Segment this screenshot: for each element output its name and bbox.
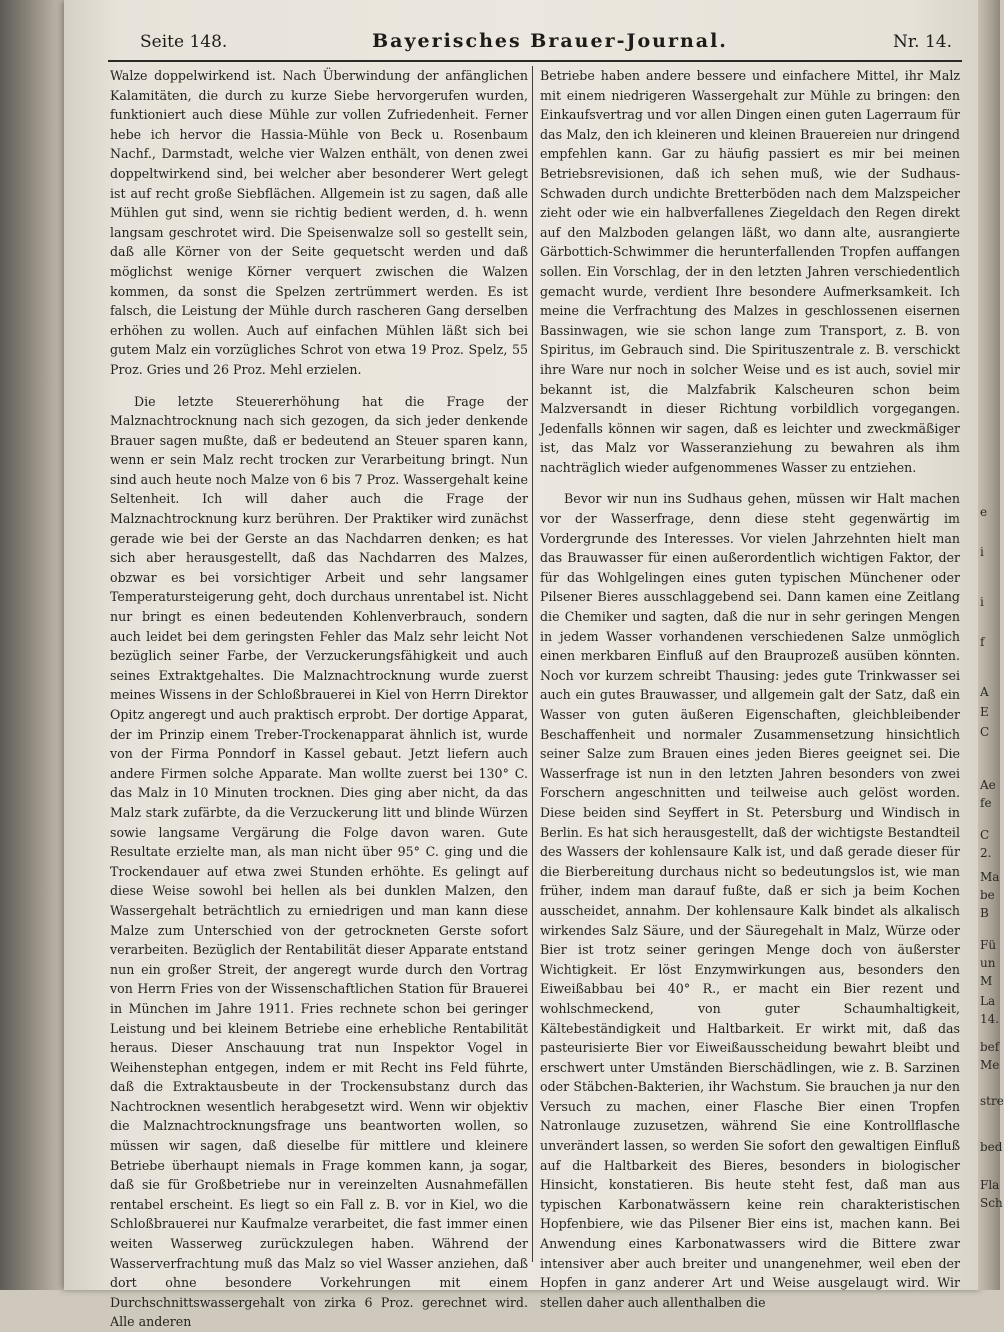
adjacent-fragment: Sch: [980, 1196, 1003, 1210]
adjacent-fragment: i: [980, 545, 984, 559]
page-header: [140, 32, 960, 58]
adjacent-fragment: C: [980, 828, 989, 842]
adjacent-fragment: i: [980, 595, 984, 609]
left-column: [110, 66, 528, 1332]
adjacent-fragment: B: [980, 906, 989, 920]
adjacent-fragment: Fü: [980, 938, 996, 952]
adjacent-fragment: stre: [980, 1094, 1004, 1108]
issue-number: Nr. 14.: [893, 32, 952, 52]
adjacent-fragment: be: [980, 888, 995, 902]
adjacent-fragment: fe: [980, 796, 992, 810]
adjacent-fragment: bef: [980, 1040, 999, 1054]
adjacent-fragment: Ae: [980, 778, 996, 792]
adjacent-fragment: Me: [980, 1058, 999, 1072]
paragraph: Walze doppelwirkend ist. Nach Überwindung der anfänglichen Kalamitäten, die durch zu kurze Siebe hervorgerufen wurden, funktioniert auch diese Mühle zur vollen Zufriedenheit. Ferner hebe ich hervor die Hassia-Mühle von Beck u. Rosenbaum Nachf., Darmstadt, welche vier Walzen enthält, von denen zwei doppeltwirkend sind, bei welcher aber besonderer Wert gelegt ist auf recht große Siebflächen. Allgemein ist zu sagen, daß alle Mühlen gut sind, wenn sie richtig bedient werden, d. h. wenn langsam geschrotet wird. Die Speisenwalze soll so gestellt sein, daß alle Körner von der Seite gequetscht werden und daß möglichst wenige Körner verquert zwischen die Walzen kommen, da sonst die Spelzen zertrümmert werden. Es ist falsch, die Leistung der Mühle durch rascheren Gang derselben erhöhen zu wollen. Auch auf einfachen Mühlen läßt sich bei gutem Malz ein vorzügliches Schrot von etwa 19 Proz. Spelz, 55 Proz. Gries und 26 Proz. Mehl erzielen.: [110, 66, 528, 380]
book-binding: [0, 0, 70, 1290]
adjacent-page-edge: [978, 0, 1000, 1290]
journal-title: Bayerisches Brauer-Journal.: [140, 30, 960, 52]
right-column: [540, 66, 960, 1312]
adjacent-fragment: 14.: [980, 1012, 999, 1026]
page-number: Seite 148.: [140, 32, 227, 52]
adjacent-fragment: f: [980, 635, 984, 649]
adjacent-fragment: La: [980, 994, 995, 1008]
adjacent-fragment: bed: [980, 1140, 1002, 1154]
adjacent-fragment: un: [980, 956, 995, 970]
column-divider: [532, 66, 533, 1262]
paragraph: Bevor wir nun ins Sudhaus gehen, müssen wir Halt machen vor der Wasserfrage, denn diese steht gegenwärtig im Vordergrunde des Interesses. Vor vielen Jahrzehnten hielt man das Brauwasser für einen außerordentlich wichtigen Faktor, der für das Wohlgelingen eines guten typischen Münchener oder Pilsener Bieres ausschlaggebend sei. Dann kamen eine Zeitlang die Chemiker und sagten, daß die nur in sehr geringen Mengen in jedem Wasser vorhandenen verschiedenen Salze unmöglich einen merkbaren Einfluß auf den Brauprozeß ausüben könnten. Noch vor kurzem schreibt Thausing: jedes gute Trinkwasser sei auch ein gutes Brauwasser, und allgemein galt der Satz, daß ein Wasser von guten äußeren Eigenschaften, gleichbleibender Beschaffenheit und normaler Zusammensetzung hinsichtlich seiner Salze zum Brauen eines jeden Bieres geeignet sei. Die Wasserfrage ist nun in den letzten Jahren besonders von zwei Forschern angeschnitten und teilweise auch gelöst worden. Diese beiden sind Seyffert in St. Petersburg und Windisch in Berlin. Es hat sich herausgestellt, daß der wichtigste Bestandteil des Wassers der kohlensaure Kalk ist, und daß gerade dieser für die Bierbereitung durchaus nicht so bedeutungslos ist, wie man früher, indem man darauf fußte, daß er sich ja beim Kochen ausscheidet, annahm. Der kohlensaure Kalk bindet als alkalisch wirkendes Salz Säure, und der Säuregehalt in Malz, Würze oder Bier ist trotz seiner geringen Menge doch von äußerster Wichtigkeit. Er löst Enzymwirkungen aus, besonders den Eiweißabbau bei 40° R., er macht ein Bier rezent und wohlschmeckend, von guter Schaumhaltigkeit, Kältebeständigkeit und Haltbarkeit. Er wirkt mit, daß das pasteurisierte Bier vor Eiweißausscheidung bewahrt bleibt und erschwert unter Umständen Bierschädlingen, wie z. B. Sarzinen oder Stäbchen-Bakterien, ihr Wachstum. Sie brauchen ja nur den Versuch zu machen, einer Flasche Bier einen Tropfen Natronlauge zuzusetzen, während Sie eine Kontrollflasche unverändert lassen, so werden Sie sofort den gewaltigen Einfluß auf die Haltbarkeit des Bieres, besonders in biologischer Hinsicht, konstatieren. Bis heute steht fest, daß man aus typischen Karbonatwässern keine rein charakteristischen Hopfenbiere, wie das Pilsener Bier eins ist, machen kann. Bei Anwendung eines Karbonatwassers wird die Bittere zwar intensiver aber auch breiter und unangenehmer, weil eben der Hopfen in ganz anderer Art und Weise ausgelaugt wird. Wir stellen daher auch allenthalben die: [540, 489, 960, 1312]
adjacent-fragment: e: [980, 505, 987, 519]
paragraph: Die letzte Steuererhöhung hat die Frage der Malznachtrocknung nach sich gezogen, da sich jeder denkende Brauer sagen mußte, daß er bedeutend an Steuer sparen kann, wenn er sein Malz recht trocken zur Verarbeitung bringt. Nun sind auch heute noch Malze von 6 bis 7 Proz. Wassergehalt keine Seltenheit. Ich will daher auch die Frage der Malznachtrocknung kurz berühren. Der Praktiker wird zunächst gerade wie bei der Gerste an das Nachdarren denken; es hat sich aber herausgestellt, daß das Nachdarren des Malzes, obzwar es bei vorsichtiger Arbeit und sehr langsamer Temperatursteigerung geht, doch durchaus unrentabel ist. Nicht nur bringt es einen bedeutenden Kohlenverbrauch, sondern auch leidet bei dem geringsten Fehler das Malz sehr leicht Not bezüglich seiner Farbe, der Verzuckerungsfähigkeit und auch seines Extraktgehaltes. Die Malznachtrocknung wurde zuerst meines Wissens in der Schloßbrauerei in Kiel von Herrn Direktor Opitz angeregt und auch praktisch erprobt. Der dortige Apparat, der im Prinzip einem Treber-Trockenapparat ähnlich ist, wurde von der Firma Ponndorf in Kassel gebaut. Jetzt liefern auch andere Firmen solche Apparate. Man wollte zuerst bei 130° C. das Malz in 10 Minuten trocknen. Dies ging aber nicht, da das Malz stark zufärbte, da die Verzuckerung litt und blinde Würzen sowie langsame Vergärung die Folge davon waren. Gute Resultate erzielte man, als man nicht über 95° C. ging und die Trockendauer auf etwa zwei Stunden erhöhte. Es gelingt auf diese Weise sowohl bei hellen als bei dunklen Malzen, den Wassergehalt beträchtlich zu erniedrigen und man kann diese Malze zum Unterschied von der getrockneten Gerste sofort verarbeiten. Bezüglich der Rentabilität dieser Apparate entstand nun ein großer Streit, der angeregt wurde durch den Vortrag von Herrn Fries von der Wissenschaftlichen Station für Brauerei in München im Jahre 1911. Fries rechnete schon bei geringer Leistung und bei kleinem Betriebe eine erhebliche Rentabilität heraus. Dieser Anschauung trat nun Inspektor Vogel in Weihenstephan entgegen, indem er mit Recht ins Feld führte, daß die Extraktausbeute in der Trockensubstanz durch das Nachtrocknen wesentlich herabgesetzt wird. Wenn wir objektiv die Malznachtrocknungsfrage uns beantworten wollen, so müssen wir sagen, daß dieselbe für mittlere und kleinere Betriebe überhaupt niemals in Frage kommen kann, ja sogar, daß sie für Großbetriebe nur in vereinzelten Ausnahmefällen rentabel erscheint. Es liegt so ein Fall z. B. vor in Kiel, wo die Schloßbrauerei nur Kaufmalze verarbeitet, die fast immer einen weiten Wasserweg zurückzulegen haben. Während der Wasserverfrachtung muß das Malz so viel Wasser anziehen, daß dort ohne besondere Vorkehrungen mit einem Durchschnittswassergehalt von zirka 6 Proz. gerechnet wird. Alle anderen: [110, 392, 528, 1332]
adjacent-fragment: A: [980, 685, 989, 699]
adjacent-fragment: 2.: [980, 846, 991, 860]
paragraph: Betriebe haben andere bessere und einfachere Mittel, ihr Malz mit einem niedrigeren Wassergehalt zur Mühle zu bringen: den Einkaufsvertrag und vor allen Dingen einen guten Lagerraum für das Malz, den ich kleineren und kleinen Brauereien nur dringend empfehlen kann. Gar zu häufig passiert es mir bei meinen Betriebsrevisionen, daß ich sehen muß, wie der Sudhaus-Schwaden durch undichte Bretterböden nach dem Malzspeicher zieht oder wie ein halbverfallenes Ziegeldach den Regen direkt auf den Malzboden gelangen läßt, wo dann alte, ausrangierte Gärbottich-Schwimmer die herunterfallenden Tropfen auffangen sollen. Ein Vorschlag, der in den letzten Jahren verschiedentlich gemacht wurde, verdient Ihre besondere Aufmerksamkeit. Ich meine die Verfrachtung des Malzes in geschlossenen eisernen Bassinwagen, wie sie schon lange zum Transport, z. B. von Spiritus, im Gebrauch sind. Die Spirituszentrale z. B. verschickt ihre Ware nur noch in solcher Weise und es ist auch, soviel mir bekannt ist, die Malzfabrik Kalscheuren schon beim Malzversandt in dieser Richtung vorbildlich vorgegangen. Jedenfalls können wir sagen, daß es leichter und zweckmäßiger ist, das Malz vor Wasseranziehung zu bewahren als ihm nachträglich wieder aufgenommenes Wasser zu entziehen.: [540, 66, 960, 477]
adjacent-fragment: Fla: [980, 1178, 999, 1192]
header-rule: [108, 60, 962, 62]
adjacent-fragment: E: [980, 705, 989, 719]
adjacent-fragment: C: [980, 725, 989, 739]
adjacent-fragment: Ma: [980, 870, 999, 884]
adjacent-fragment: M: [980, 974, 992, 988]
